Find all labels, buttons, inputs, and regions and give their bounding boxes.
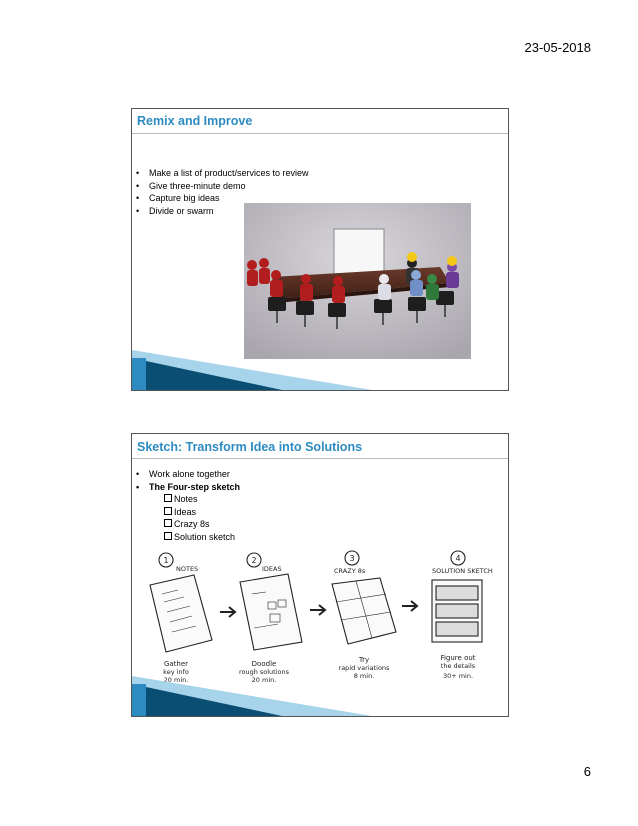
step-solution-sketch	[432, 551, 493, 680]
sub-bullet-item: Notes	[164, 493, 235, 506]
step-crazy-8s	[332, 551, 396, 680]
svg-text:SOLUTION SKETCH: SOLUTION SKETCH	[432, 567, 493, 575]
svg-text:Figure out: Figure out	[440, 654, 476, 662]
slide2-title-rule	[132, 458, 508, 459]
slide2-corner-decoration	[132, 676, 372, 716]
page-number: 6	[583, 764, 591, 779]
svg-text:rapid variations: rapid variations	[338, 664, 390, 672]
slide1-corner-decoration	[132, 350, 372, 390]
slide1-title-rule	[132, 133, 508, 134]
svg-text:IDEAS: IDEAS	[262, 565, 282, 573]
svg-text:rough solutions: rough solutions	[238, 668, 290, 676]
bullet-item: • Capture big ideas	[136, 193, 220, 203]
bullet-item: • Give three-minute demo	[136, 180, 246, 191]
step-ideas	[239, 553, 302, 684]
svg-text:NOTES: NOTES	[176, 565, 199, 573]
slide2-title: Sketch: Transform Idea into Solutions	[137, 440, 363, 454]
svg-text:3: 3	[349, 554, 355, 563]
checkbox-square-icon	[164, 532, 172, 540]
slide2-bullet-list	[136, 468, 240, 493]
svg-text:CRAZY 8s: CRAZY 8s	[334, 567, 366, 575]
meeting-illustration	[244, 203, 471, 359]
svg-text:the details: the details	[440, 662, 476, 670]
bullet-item: • Make a list of product/services to review	[136, 168, 309, 178]
svg-text:key info: key info	[163, 668, 189, 676]
svg-text:20 min.: 20 min.	[251, 676, 277, 684]
sub-bullet-item: Ideas	[164, 506, 235, 519]
svg-text:30+ min.: 30+ min.	[442, 672, 474, 680]
sub-bullet-item: Solution sketch	[164, 531, 235, 544]
slide2-sub-bullet-list	[136, 493, 235, 543]
svg-text:2: 2	[251, 556, 257, 565]
checkbox-square-icon	[164, 494, 172, 502]
slide1-title: Remix and Improve	[137, 114, 253, 128]
bullet-item: • The Four-step sketch	[136, 481, 241, 492]
page-date: 23-05-2018	[524, 40, 591, 55]
step-notes	[150, 553, 212, 684]
svg-text:1: 1	[163, 556, 169, 565]
svg-text:20 min.: 20 min.	[163, 676, 189, 684]
svg-text:4: 4	[455, 554, 461, 563]
svg-text:8 min.: 8 min.	[353, 672, 375, 680]
sub-bullet-item: Crazy 8s	[164, 518, 235, 531]
checkbox-square-icon	[164, 507, 172, 515]
svg-text:Doodle: Doodle	[251, 660, 277, 668]
bullet-item: • Work alone together	[136, 469, 230, 479]
slide-remix-improve	[131, 108, 509, 391]
four-step-sketch-illustration	[142, 550, 500, 684]
slide-sketch	[131, 433, 509, 717]
svg-text:Gather: Gather	[163, 660, 189, 668]
bullet-item: • Divide or swarm	[136, 205, 214, 216]
svg-text:Try: Try	[358, 656, 370, 664]
checkbox-square-icon	[164, 519, 172, 527]
